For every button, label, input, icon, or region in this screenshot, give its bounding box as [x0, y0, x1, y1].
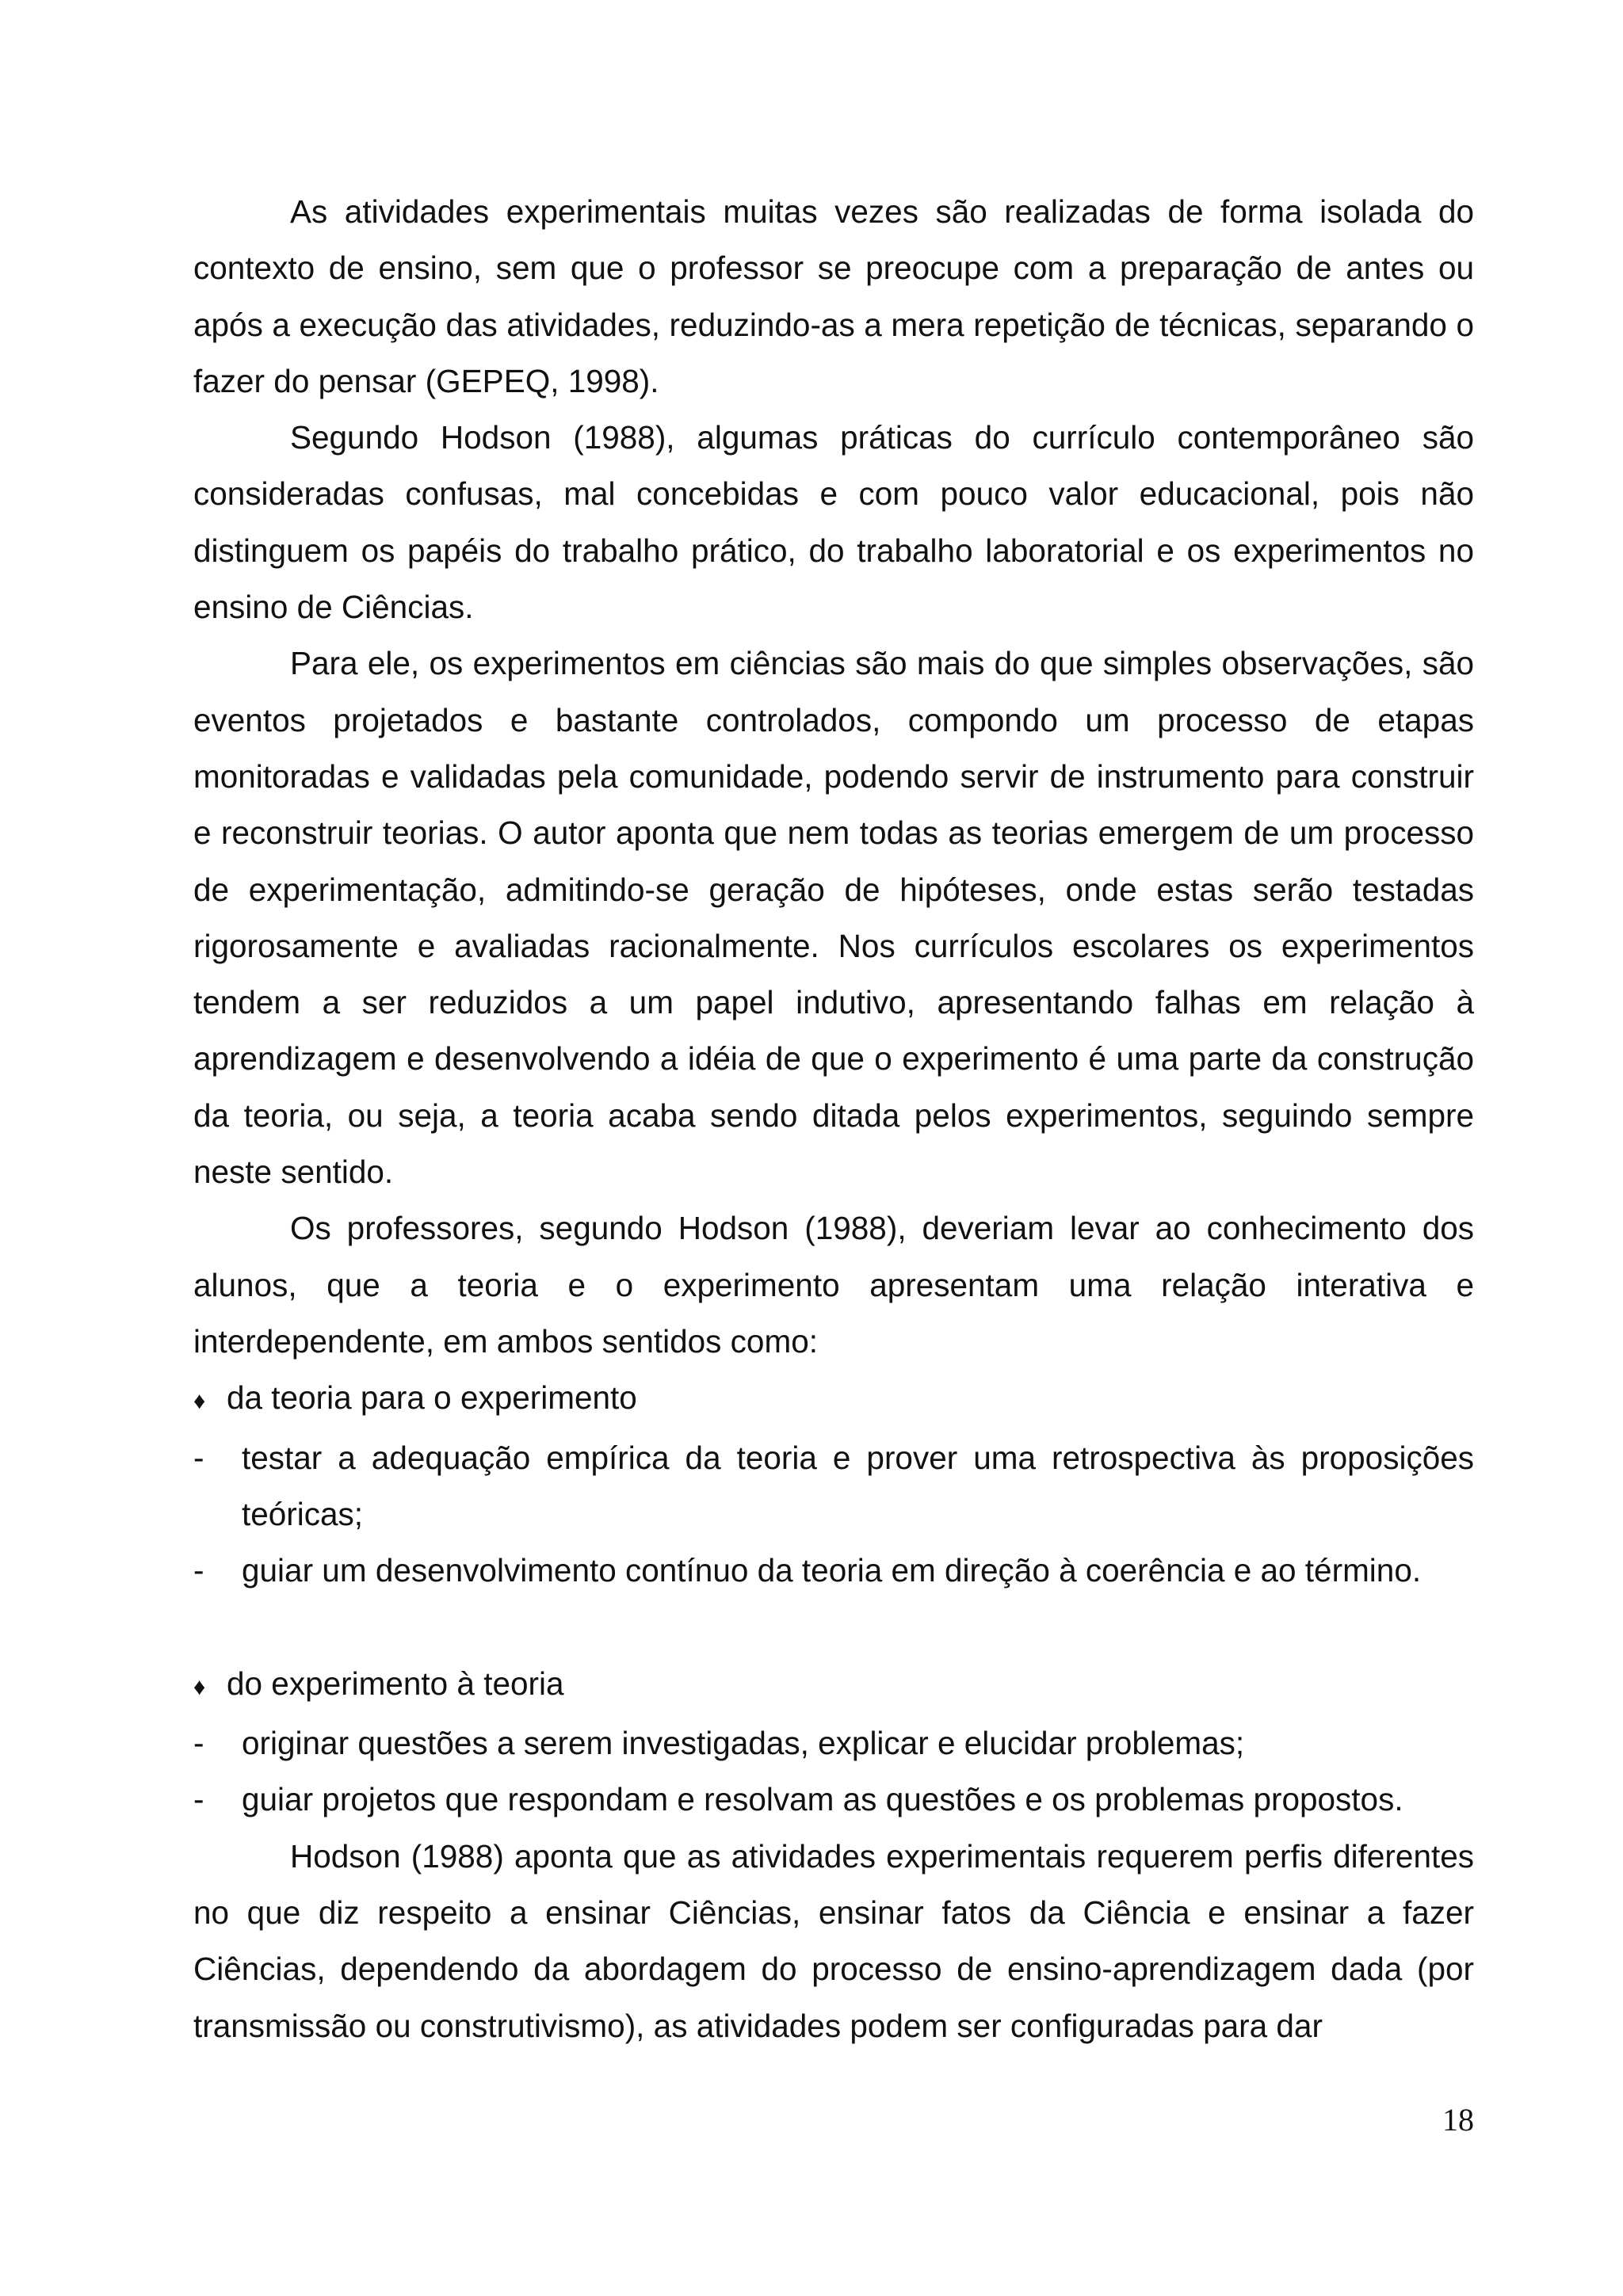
dash-marker: -	[193, 1781, 204, 1818]
dash-marker: -	[193, 1439, 204, 1476]
list-spacer	[193, 1599, 1474, 1655]
dash-marker: -	[193, 1552, 204, 1589]
list-item-text: guiar projetos que respondam e resolvam as questões e os problemas propostos.	[242, 1781, 1403, 1818]
list-item-text: guiar um desenvolvimento contínuo da teoria em direção à coerência e ao término.	[242, 1552, 1422, 1589]
list-item-text: originar questões a serem investigadas, explicar e elucidar problemas;	[242, 1725, 1245, 1762]
list-item	[193, 1715, 1474, 1772]
diamond-bullet-icon: ♦	[193, 1673, 206, 1700]
list-item	[193, 1430, 1474, 1543]
page-number: 18	[1442, 2102, 1474, 2138]
dash-marker: -	[193, 1725, 204, 1762]
list-item-text: testar a adequação empírica da teoria e prover uma retrospectiva às proposições teóricas;	[242, 1439, 1474, 1532]
paragraph-4: Os professores, segundo Hodson (1988), deveriam levar ao conhecimento dos alunos, que a teoria e o experimento apresentam uma relação interativa e interdependente, em ambos sentidos como:	[193, 1210, 1474, 1360]
list-item	[193, 1772, 1474, 1828]
list-heading-experiment-to-theory	[193, 1656, 1474, 1715]
list-heading-theory-to-experiment	[193, 1370, 1474, 1429]
paragraph-5: Hodson (1988) aponta que as atividades experimentais requerem perfis diferentes no que diz respeito a ensinar Ciências, ensinar fatos da Ciência e ensinar a fazer Ciências, dependendo da abordagem do processo de ensino-aprendizagem dada (por transmissão ou construtivismo), as atividades podem ser configuradas para dar	[193, 1837, 1474, 2044]
list-heading-text: da teoria para o experimento	[227, 1379, 637, 1417]
body-text	[193, 184, 1474, 2054]
paragraph-3: Para ele, os experimentos em ciências são mais do que simples observações, são eventos projetados e bastante controlados, compondo um processo de etapas monitoradas e validadas pela comunidade, podendo servir de instrumento para construir e reconstruir teorias. O autor aponta que nem todas as teorias emergem de um processo de experimentação, admitindo-se geração de hipóteses, onde estas serão testadas rigorosamente e avaliadas racionalmente. Nos currículos escolares os experimentos tendem a ser reduzidos a um papel indutivo, apresentando falhas em relação à aprendizagem e desenvolvendo a idéia de que o experimento é uma parte da construção da teoria, ou seja, a teoria acaba sendo ditada pelos experimentos, seguindo sempre neste sentido.	[193, 645, 1474, 1191]
list-heading-text: do experimento à teoria	[227, 1665, 564, 1702]
list-item	[193, 1543, 1474, 1599]
diamond-bullet-icon: ♦	[193, 1388, 206, 1415]
paragraph-1: As atividades experimentais muitas vezes são realizadas de forma isolada do contexto de ensino, sem que o professor se preocupe com a preparação de antes ou após a execução das atividades, reduzindo-as a mera repetição de técnicas, separando o fazer do pensar (GEPEQ, 1998).	[193, 193, 1474, 399]
paragraph-2: Segundo Hodson (1988), algumas práticas do currículo contemporâneo são consideradas confusas, mal concebidas e com pouco valor educacional, pois não distinguem os papéis do trabalho prático, do trabalho laboratorial e os experimentos no ensino de Ciências.	[193, 419, 1474, 626]
